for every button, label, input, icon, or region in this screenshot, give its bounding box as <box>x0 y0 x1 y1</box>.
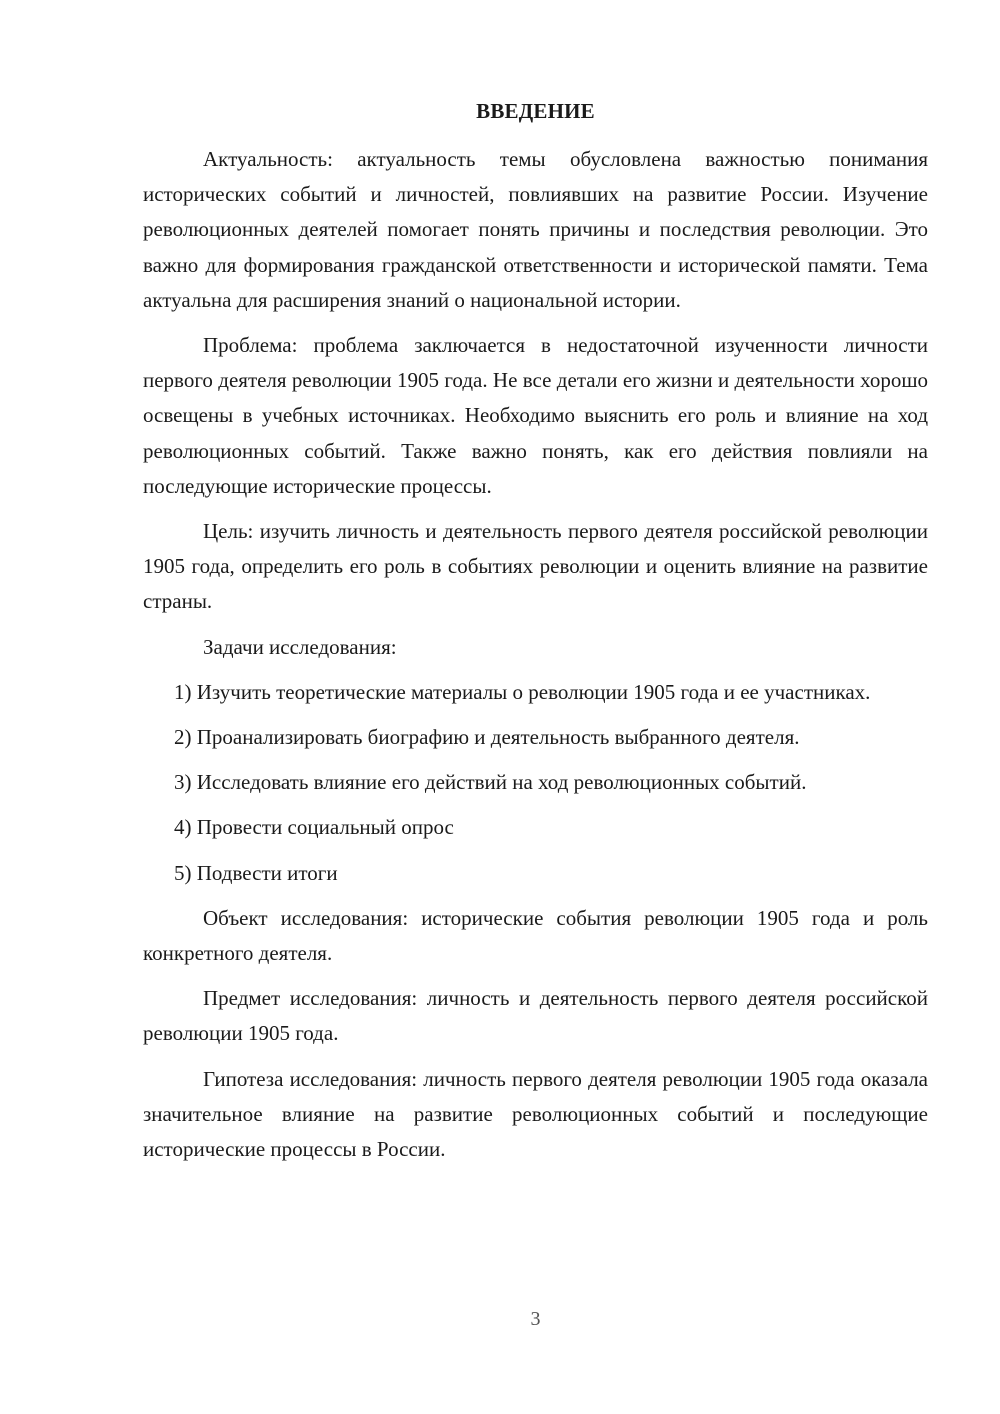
paragraph-hypothesis: Гипотеза исследования: личность первого деятеля революции 1905 года оказала значительное влияние на развитие революционных событий и последующие исторические процессы в России. <box>143 1066 928 1162</box>
paragraph-object: Объект исследования: исторические события революции 1905 года и роль конкретного деятеля. <box>143 905 928 966</box>
paragraph-relevance: Актуальность: актуальность темы обусловлена важностью понимания исторических событий и личностей, повлиявших на развитие России. Изучение революционных деятелей помогает понять причины и последствия революции. Это важно для формирования гражданской ответственности и исторической памяти. Тема актуальна для расширения знаний о национальной истории. <box>143 147 928 312</box>
document-page <box>143 0 928 1414</box>
page-title: ВВЕДЕНИЕ <box>476 99 595 123</box>
paragraph-subject: Предмет исследования: личность и деятельность первого деятеля российской революции 1905 года. <box>143 986 928 1046</box>
task-item-3: 3) Исследовать влияние его действий на ход революционных событий. <box>174 770 807 795</box>
paragraph-goal: Цель: изучить личность и деятельность первого деятеля российской революции 1905 года, определить его роль в событиях революции и оценить влияние на развитие страны. <box>143 519 928 614</box>
document-body <box>143 142 928 1167</box>
task-item-4: 4) Провести социальный опрос <box>174 815 454 840</box>
task-item-1: 1) Изучить теоретические материалы о революции 1905 года и ее участниках. <box>174 679 871 704</box>
paragraph-problem: Проблема: проблема заключается в недостаточной изученности личности первого деятеля революции 1905 года. Не все детали его жизни и деятельности хорошо освещены в учебных источниках. Необходимо выяснить его роль и влияние на ход революционных событий. Также важно понять, как его действия повлияли на последующие исторические процессы. <box>143 333 928 498</box>
page-number: 3 <box>530 1308 541 1330</box>
task-item-5: 5) Подвести итоги <box>174 860 338 885</box>
task-item-2: 2) Проанализировать биографию и деятельность выбранного деятеля. <box>174 725 800 750</box>
tasks-title: Задачи исследования: <box>203 634 397 659</box>
